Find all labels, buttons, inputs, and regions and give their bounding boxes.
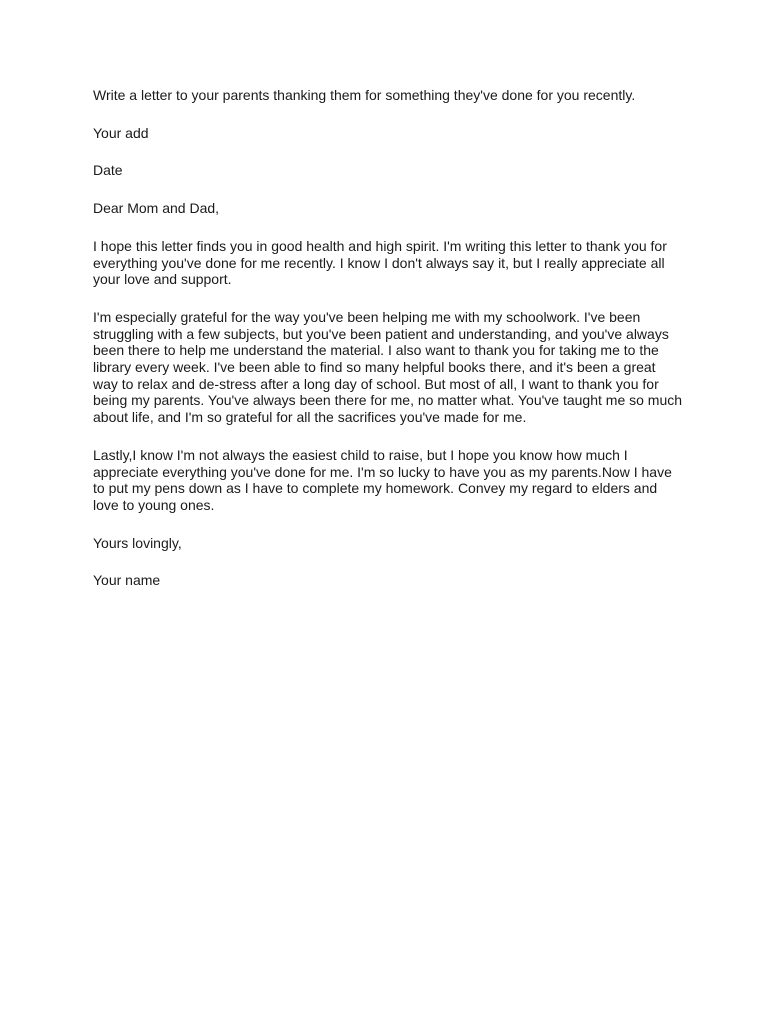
letter-date: Date	[93, 162, 123, 179]
letter-paragraph-1: I hope this letter finds you in good health and high spirit. I'm writing this letter to thank you for everything you've done for me recently. I know I don't always say it, but I really appreciate all your love and support.	[93, 237, 667, 288]
sender-address: Your add	[93, 124, 149, 141]
letter-paragraph-2: I'm especially grateful for the way you've been helping me with my schoolwork. I've been struggling with a few subjects, but you've been patient and understanding, and you've always been there to help me understand the material. I also want to thank you for taking me to the library every week. I've been able to find so many helpful books there, and it's been a great way to relax and de-stress after a long day of school. But most of all, I want to thank you for being my parents. You've always been there for me, no matter what. You've taught me so much about life, and I'm so grateful for all the sacrifices you've made for me.	[93, 308, 683, 426]
letter-paragraph-3: Lastly,I know I'm not always the easiest child to raise, but I hope you know how much I appreciate everything you've done for me. I'm so lucky to have you as my parents.Now I have to put my pens down as I have to complete my homework. Convey my regard to elders and love to young ones.	[93, 446, 672, 513]
letter-prompt: Write a letter to your parents thanking them for something they've done for you recently.	[93, 87, 636, 103]
letter-signature: Your name	[93, 572, 161, 589]
letter-closing: Yours lovingly,	[93, 534, 182, 551]
letter-body	[93, 87, 683, 610]
letter-salutation: Dear Mom and Dad,	[93, 200, 220, 217]
